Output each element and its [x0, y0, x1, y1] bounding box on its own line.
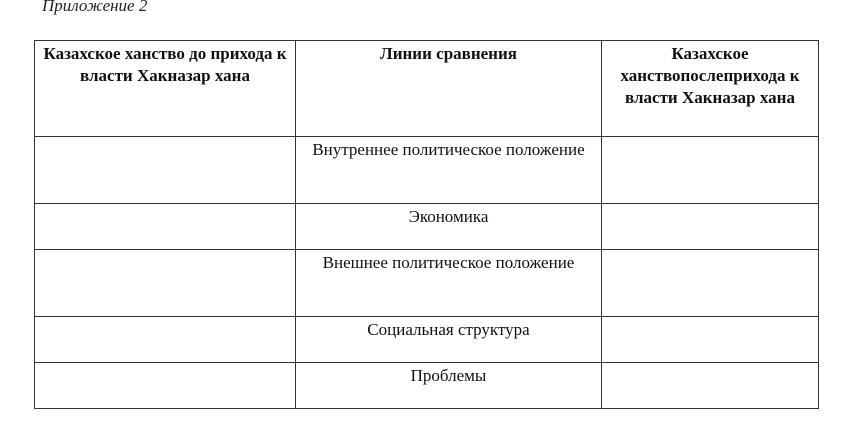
cell-before[interactable]: [35, 137, 296, 204]
cell-comparison-line: Экономика: [296, 204, 602, 250]
table-row: [35, 317, 819, 363]
header-after-hakhnazar: Казахское ханствопослеприхода к власти Хакназар хана: [602, 41, 819, 137]
cell-comparison-line: Социальная структура: [296, 317, 602, 363]
table-row: [35, 363, 819, 409]
cell-after[interactable]: [602, 204, 819, 250]
cell-after[interactable]: [602, 317, 819, 363]
cell-before[interactable]: [35, 363, 296, 409]
cell-comparison-line: Проблемы: [296, 363, 602, 409]
cell-before[interactable]: [35, 250, 296, 317]
cell-comparison-line: Внутреннее политическое положение: [296, 137, 602, 204]
cell-after[interactable]: [602, 137, 819, 204]
cell-before[interactable]: [35, 204, 296, 250]
cell-before[interactable]: [35, 317, 296, 363]
table-header-row: [35, 41, 819, 137]
cell-after[interactable]: [602, 363, 819, 409]
header-before-hakhnazar: Казахское ханство до прихода к власти Хакназар хана: [35, 41, 296, 137]
cell-comparison-line: Внешнее политическое положение: [296, 250, 602, 317]
comparison-table: [34, 40, 819, 409]
table-row: [35, 137, 819, 204]
table-row: [35, 204, 819, 250]
appendix-caption: Приложение 2: [42, 0, 148, 15]
table-row: [35, 250, 819, 317]
cell-after[interactable]: [602, 250, 819, 317]
header-comparison-lines: Линии сравнения: [296, 41, 602, 137]
